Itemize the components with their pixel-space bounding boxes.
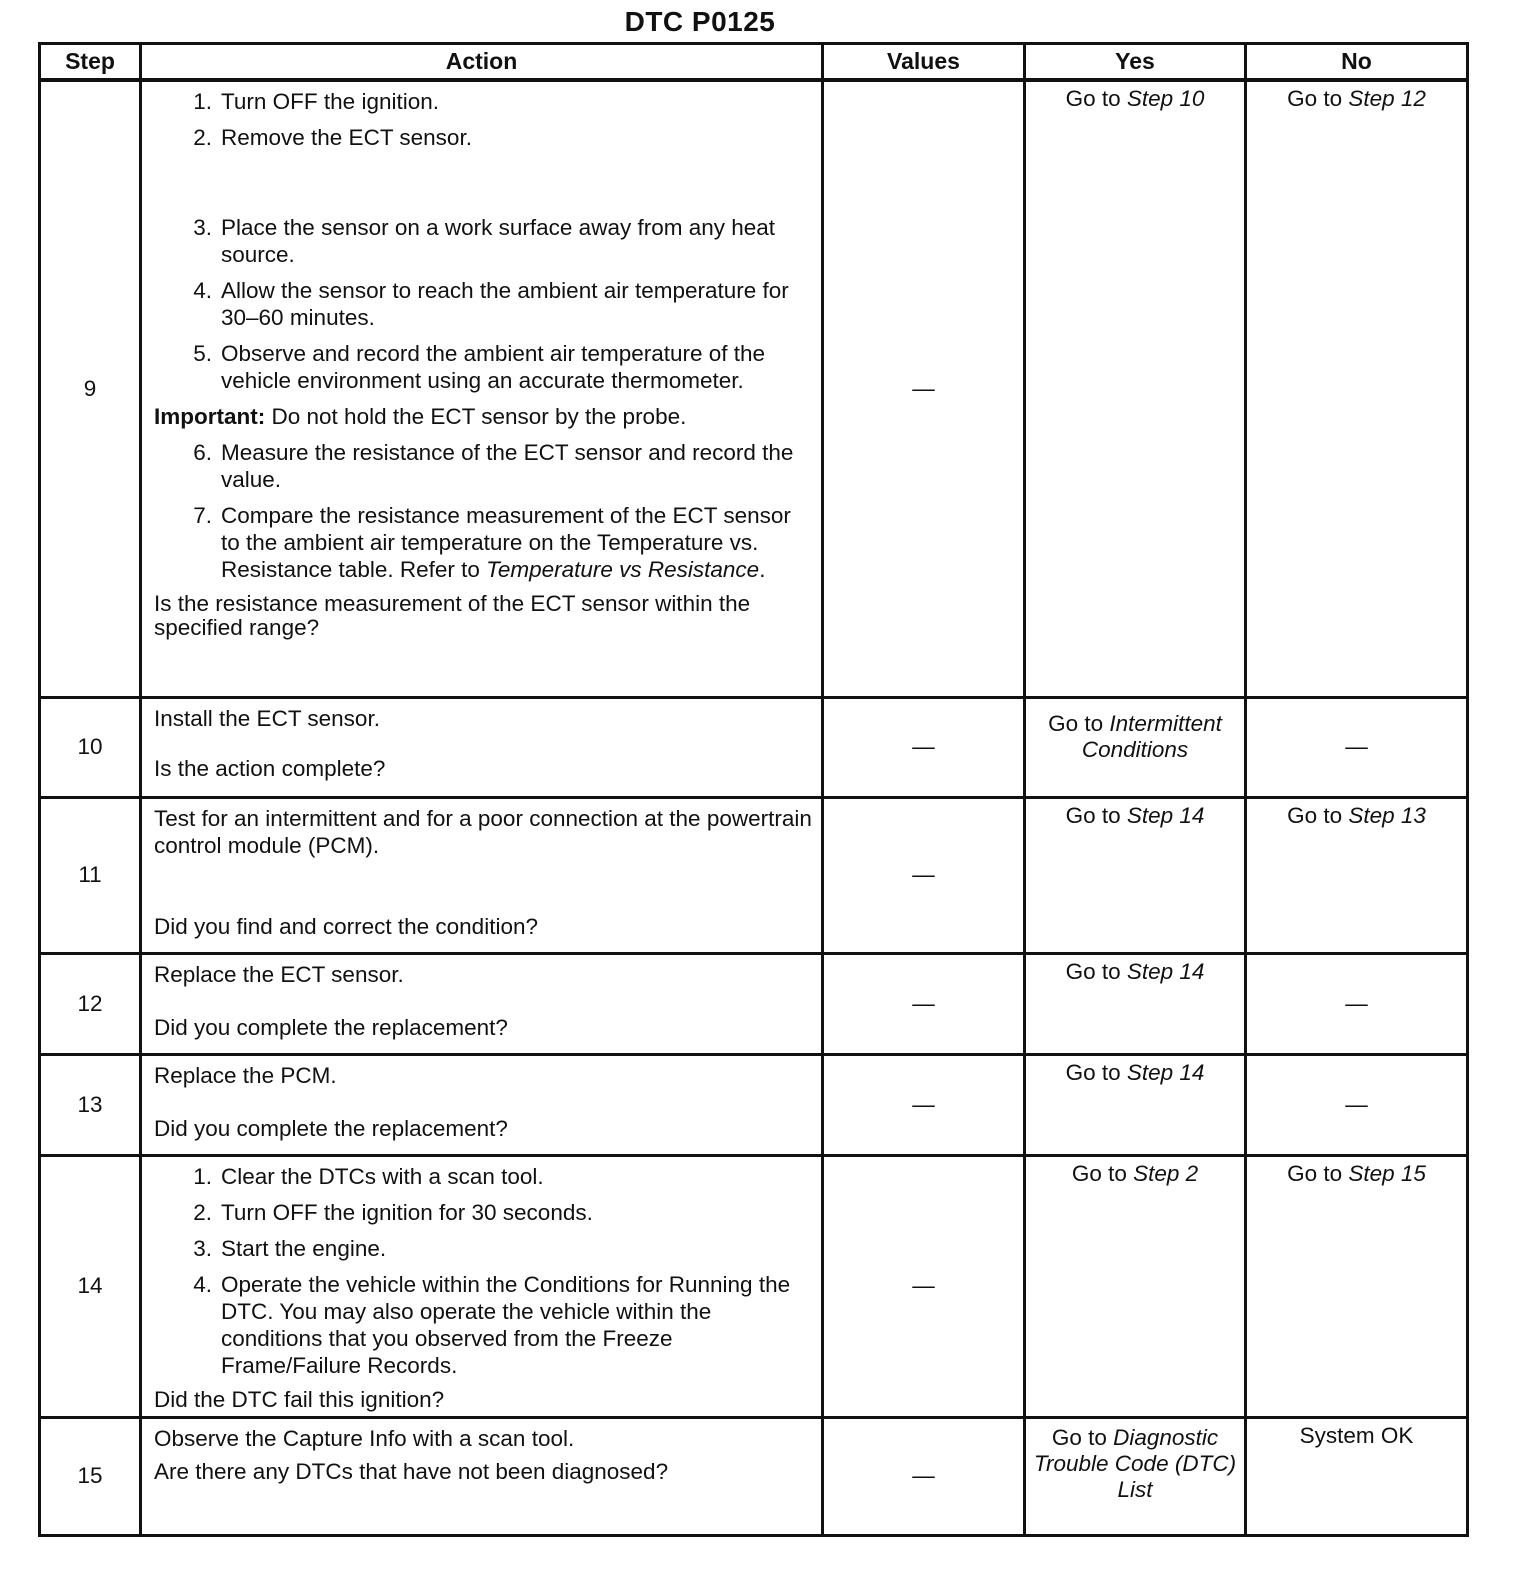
list-item: 4. Operate the vehicle within the Conditions for Running the DTC. You may also operate the vehicle within the conditions that you observed from the Freeze Frame/Failure Records. xyxy=(193,1271,791,1378)
step-number: 13 xyxy=(40,1054,141,1155)
question: Did you find and correct the condition? xyxy=(154,913,538,939)
question: Is the resistance measurement of the ECT sensor within the specified range? xyxy=(154,591,751,640)
action-cell xyxy=(141,1417,823,1535)
yes-cell: Go to Step 14 xyxy=(1025,797,1246,953)
table-row-step-15 xyxy=(40,1417,1468,1535)
list-item: 3. Start the engine. xyxy=(193,1235,387,1261)
step-number: 12 xyxy=(40,953,141,1054)
table-row-step-13 xyxy=(40,1054,1468,1155)
values-cell: — xyxy=(823,80,1025,697)
no-cell xyxy=(1246,1417,1468,1535)
no-cell: Go to Step 13 xyxy=(1246,797,1468,953)
step-number: 14 xyxy=(40,1155,141,1417)
no-link[interactable]: Step 13 xyxy=(1348,802,1426,828)
list-item: 7. Compare the resistance measurement of the ECT sensor to the ambient air temperature on the Temperature vs. Resistance table. Refer to Temperature vs Resistance. xyxy=(193,503,791,582)
action-list xyxy=(154,1163,813,1379)
list-item: 2. Remove the ECT sensor. xyxy=(193,125,472,150)
list-item: 6. Measure the resistance of the ECT sensor and record the value. xyxy=(193,440,794,492)
page-title: DTC P0125 xyxy=(624,6,776,37)
yes-cell: Go to Step 10 xyxy=(1025,80,1246,697)
yes-link[interactable]: Intermittent Conditions xyxy=(1081,710,1222,762)
table-row-step-10 xyxy=(40,697,1468,797)
no-cell: Go to Step 12 xyxy=(1246,80,1468,697)
action-cell xyxy=(141,697,823,797)
values-cell: — xyxy=(823,1417,1025,1535)
header-row xyxy=(40,44,1468,81)
no-link[interactable]: Step 12 xyxy=(1348,86,1426,111)
no-cell: — xyxy=(1246,1054,1468,1155)
question: Did you complete the replacement? xyxy=(154,1014,508,1040)
question: Are there any DTCs that have not been diagnosed? xyxy=(154,1458,669,1484)
list-item: 2. Turn OFF the ignition for 30 seconds. xyxy=(193,1199,593,1225)
values-cell: — xyxy=(823,797,1025,953)
table-row-step-14 xyxy=(40,1155,1468,1417)
action-text: Install the ECT sensor. xyxy=(154,705,380,731)
no-cell: Go to Step 15 xyxy=(1246,1155,1468,1417)
values-cell: — xyxy=(823,1155,1025,1417)
action-text: Test for an intermittent and for a poor connection at the powertrain control module (PCM). xyxy=(154,805,812,858)
table-row-step-9 xyxy=(40,80,1468,697)
action-cell xyxy=(141,80,823,697)
table-row-step-12 xyxy=(40,953,1468,1054)
action-text: Replace the PCM. xyxy=(154,1062,337,1088)
list-item: 5. Observe and record the ambient air temperature of the vehicle environment using an accurate thermometer. xyxy=(193,341,766,393)
yes-cell: Go to Step 2 xyxy=(1025,1155,1246,1417)
action-cell xyxy=(141,1054,823,1155)
question: Is the action complete? xyxy=(154,755,386,781)
header-no: No xyxy=(1246,44,1468,81)
question: Did you complete the replacement? xyxy=(154,1115,508,1141)
action-cell xyxy=(141,797,823,953)
yes-cell: Go to Step 14 xyxy=(1025,1054,1246,1155)
values-cell: — xyxy=(823,697,1025,797)
no-cell: — xyxy=(1246,953,1468,1054)
yes-link[interactable]: Step 14 xyxy=(1126,802,1205,828)
step-number: 10 xyxy=(40,697,141,797)
values-cell: — xyxy=(823,953,1025,1054)
step-number: 15 xyxy=(40,1417,141,1535)
step-number: 9 xyxy=(40,80,141,697)
important-note xyxy=(154,403,813,430)
important-label: Important: xyxy=(154,404,266,429)
important-text: Do not hold the ECT sensor by the probe. xyxy=(271,404,687,429)
yes-link[interactable]: Diagnostic Trouble Code (DTC) List xyxy=(1033,1424,1237,1502)
header-values: Values xyxy=(823,44,1025,81)
no-link[interactable]: Step 15 xyxy=(1348,1160,1426,1186)
action-text: Observe the Capture Info with a scan tool. xyxy=(154,1425,575,1451)
list-item: 1. Turn OFF the ignition. xyxy=(193,89,440,114)
list-item: 4. Allow the sensor to reach the ambient air temperature for 30–60 minutes. xyxy=(193,278,789,330)
no-cell: — xyxy=(1246,697,1468,797)
reference-link[interactable]: Temperature vs Resistance xyxy=(486,557,760,582)
action-cell xyxy=(141,1155,823,1417)
table-row-step-11 xyxy=(40,797,1468,953)
yes-cell: Go to Step 14 xyxy=(1025,953,1246,1054)
yes-link[interactable]: Step 14 xyxy=(1126,958,1205,984)
header-action: Action xyxy=(141,44,823,81)
header-step: Step xyxy=(40,44,141,81)
yes-link[interactable]: Step 2 xyxy=(1133,1160,1199,1186)
yes-link[interactable]: Step 14 xyxy=(1126,1059,1205,1085)
diagnostic-table xyxy=(38,42,1469,1537)
list-item: 1. Clear the DTCs with a scan tool. xyxy=(193,1163,544,1189)
step-number: 11 xyxy=(40,797,141,953)
header-yes: Yes xyxy=(1025,44,1246,81)
system-ok-text: System OK xyxy=(1299,1422,1414,1448)
question: Did the DTC fail this ignition? xyxy=(154,1386,445,1412)
action-cell xyxy=(141,953,823,1054)
action-list xyxy=(154,439,813,583)
list-item: 3. Place the sensor on a work surface away from any heat source. xyxy=(193,215,776,267)
yes-cell: Go to Intermittent Conditions xyxy=(1025,697,1246,797)
yes-cell: Go to Diagnostic Trouble Code (DTC) List xyxy=(1025,1417,1246,1535)
action-list xyxy=(154,88,813,394)
action-text: Replace the ECT sensor. xyxy=(154,961,404,987)
yes-link[interactable]: Step 10 xyxy=(1126,86,1205,111)
values-cell: — xyxy=(823,1054,1025,1155)
